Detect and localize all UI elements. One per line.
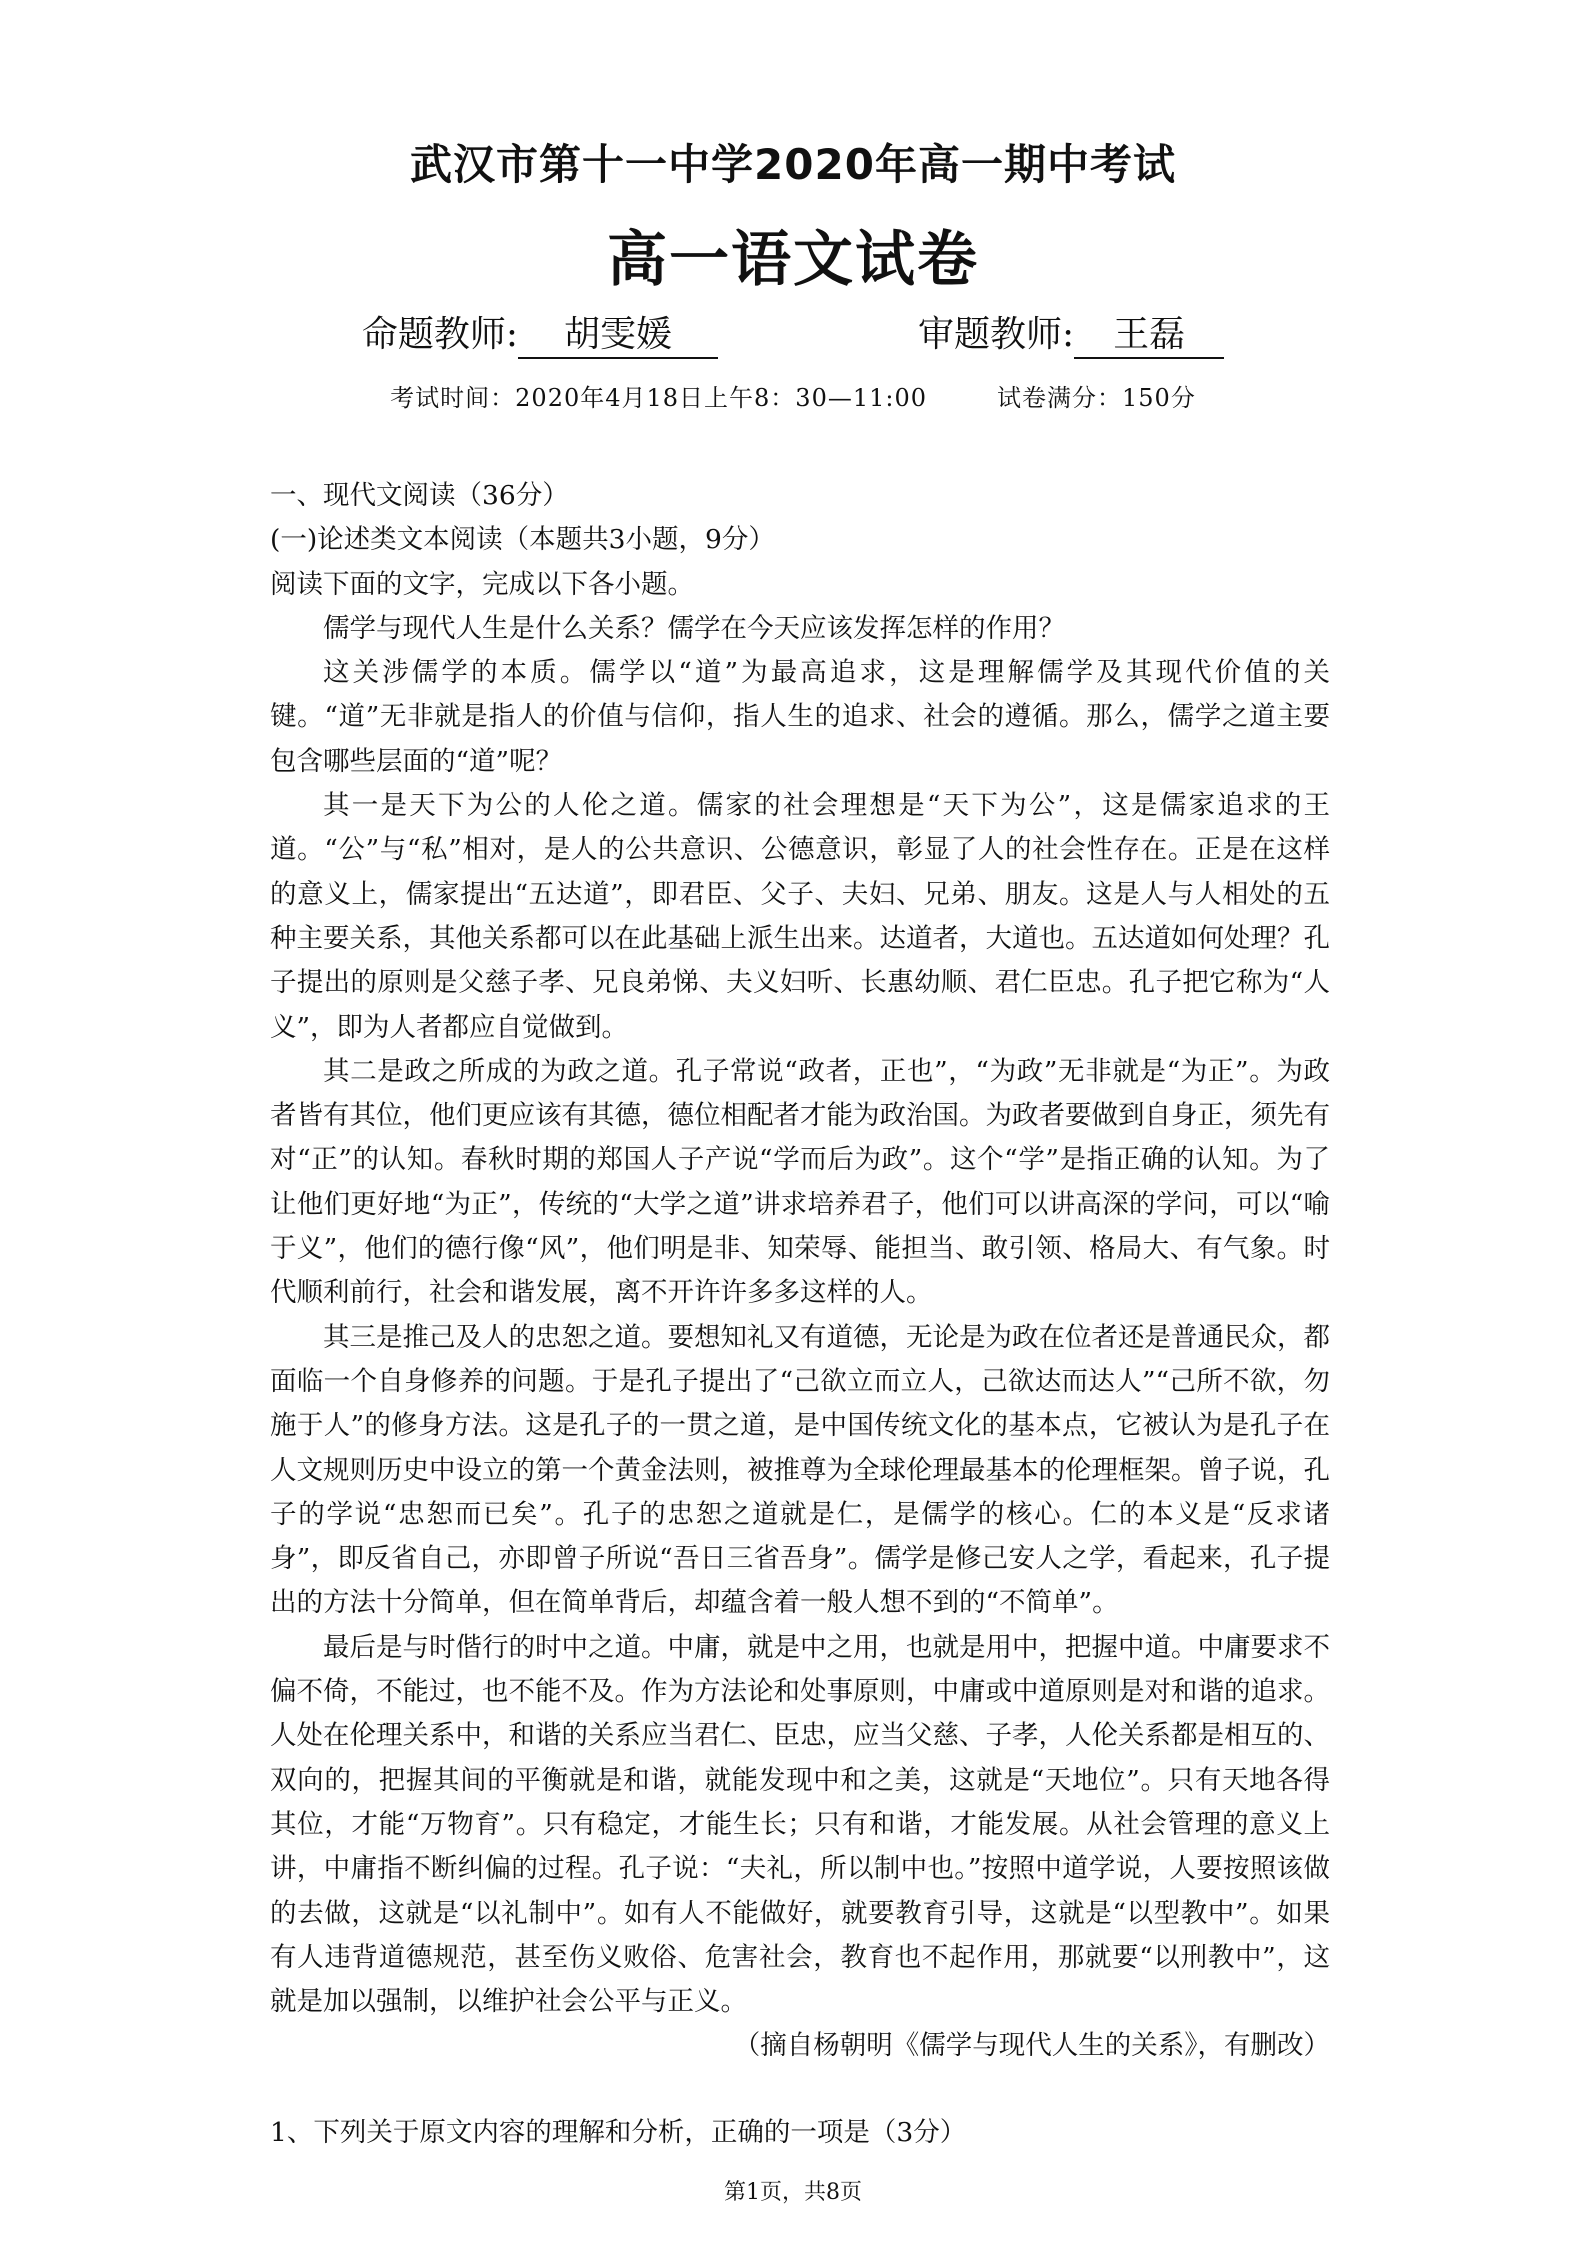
article-paragraph: 其二是政之所成的为政之道。孔子常说“政者，正也”，“为政”无非就是“为正”。为政者皆有其位，他们更应该有其德，德位相配者才能为政治国。为政者要做到自身正，须先有对“正”的认知。春秋时期的郑国人子产说“学而后为政”。这个“学”是指正确的认知。为了让他们更好地“为正”，传统的“大学之道”讲求培养君子，他们可以讲高深的学问，可以“喻于义”，他们的德行像“风”，他们明是非、知荣辱、能担当、敢引领、格局大、有气象。时代顺利前行，社会和谐发展，离不开许许多多这样的人。 xyxy=(270,1055,1330,1309)
article-paragraph: 这关涉儒学的本质。儒学以“道”为最高追求，这是理解儒学及其现代价值的关键。“道”无非就是指人的价值与信仰，指人生的追求、社会的遵循。那么，儒学之道主要包含哪些层面的“道”呢？ xyxy=(270,657,1330,777)
teacher-line xyxy=(0,306,1586,359)
reviewer-label: 审题教师: xyxy=(918,314,1075,355)
article-source: （摘自杨朝明《儒学与现代人生的关系》，有删改） xyxy=(733,2030,1330,2062)
exam-content xyxy=(270,474,1330,2155)
article-paragraph: 最后是与时偕行的时中之道。中庸，就是中之用，也就是用中，把握中道。中庸要求不偏不倚，不能过，也不能不及。作为方法论和处事原则，中庸或中道原则是对和谐的追求。人处在伦理关系中，和谐的关系应当君仁、臣忠，应当父慈、子孝，人伦关系都是相互的、双向的，把握其间的平衡就是和谐，就能发现中和之美，这就是“天地位”。只有天地各得其位，才能“万物育”。只有稳定，才能生长；只有和谐，才能发展。从社会管理的意义上讲，中庸指不断纠偏的过程。孔子说：“夫礼，所以制中也。”按照中道学说，人要按照该做的去做，这就是“以礼制中”。如有人不能做好，就要教育引导，这就是“以型教中”。如果有人违背道德规范，甚至伤义败俗、危害社会，教育也不起作用，那就要“以刑教中”，这就是加以强制，以维护社会公平与正义。 xyxy=(270,1631,1330,2018)
section-heading: 一、现代文阅读（36分） xyxy=(270,480,569,511)
exam-meta xyxy=(0,378,1586,413)
reviewer-name: 王磊 xyxy=(1074,313,1224,359)
setter-name: 胡雯媛 xyxy=(518,313,718,359)
full-score: 试卷满分：150分 xyxy=(997,384,1196,412)
article-paragraph: 其一是天下为公的人伦之道。儒家的社会理想是“天下为公”，这是儒家追求的王道。“公”与“私”相对，是人的公共意识、公德意识，彰显了人的社会性存在。正是在这样的意义上，儒家提出“五达道”，即君臣、父子、夫妇、兄弟、朋友。这是人与人相处的五种主要关系，其他关系都可以在此基础上派生出来。达道者，大道也。五达道如何处理？孔子提出的原则是父慈子孝、兄良弟悌、夫义妇听、长惠幼顺、君仁臣忠。孔子把它称为“人义”，即为人者都应自觉做到。 xyxy=(270,790,1330,1043)
setter-label: 命题教师: xyxy=(361,314,518,355)
question-1: 1、下列关于原文内容的理解和分析，正确的一项是（3分） xyxy=(270,2116,967,2148)
article-paragraph: 其三是推己及人的忠恕之道。要想知礼又有道德，无论是为政在位者还是普通民众，都面临一个自身修养的问题。于是孔子提出了“己欲立而立人，己欲达而达人”“己所不欲，勿施于人”的修身方法。这是孔子的一贯之道，是中国传统文化的基本点，它被认为是孔子在人文规则历史中设立的第一个黄金法则，被推尊为全球伦理最基本的伦理框架。曾子说，孔子的学说“忠恕而已矣”。孔子的忠恕之道就是仁，是儒学的核心。仁的本义是“反求诸身”，即反省自己，亦即曾子所说“吾日三省吾身”。儒学是修己安人之学，看起来，孔子提出的方法十分简单，但在简单背后，却蕴含着一般人想不到的“不简单”。 xyxy=(270,1321,1330,1619)
exam-time: 考试时间：2020年4月18日上午8：30—11:00 xyxy=(390,384,928,412)
paper-title: 高一语文试卷 xyxy=(607,225,979,295)
section-subheading: (一)论述类文本阅读（本题共3小题，9分） xyxy=(270,524,775,556)
reading-instruction: 阅读下面的文字，完成以下各小题。 xyxy=(270,568,694,600)
article-paragraph: 儒学与现代人生是什么关系？儒学在今天应该发挥怎样的作用？ xyxy=(323,612,1065,644)
exam-title: 武汉市第十一中学2020年高一期中考试 xyxy=(410,140,1176,189)
page-footer: 第1页，共8页 xyxy=(724,2180,862,2205)
